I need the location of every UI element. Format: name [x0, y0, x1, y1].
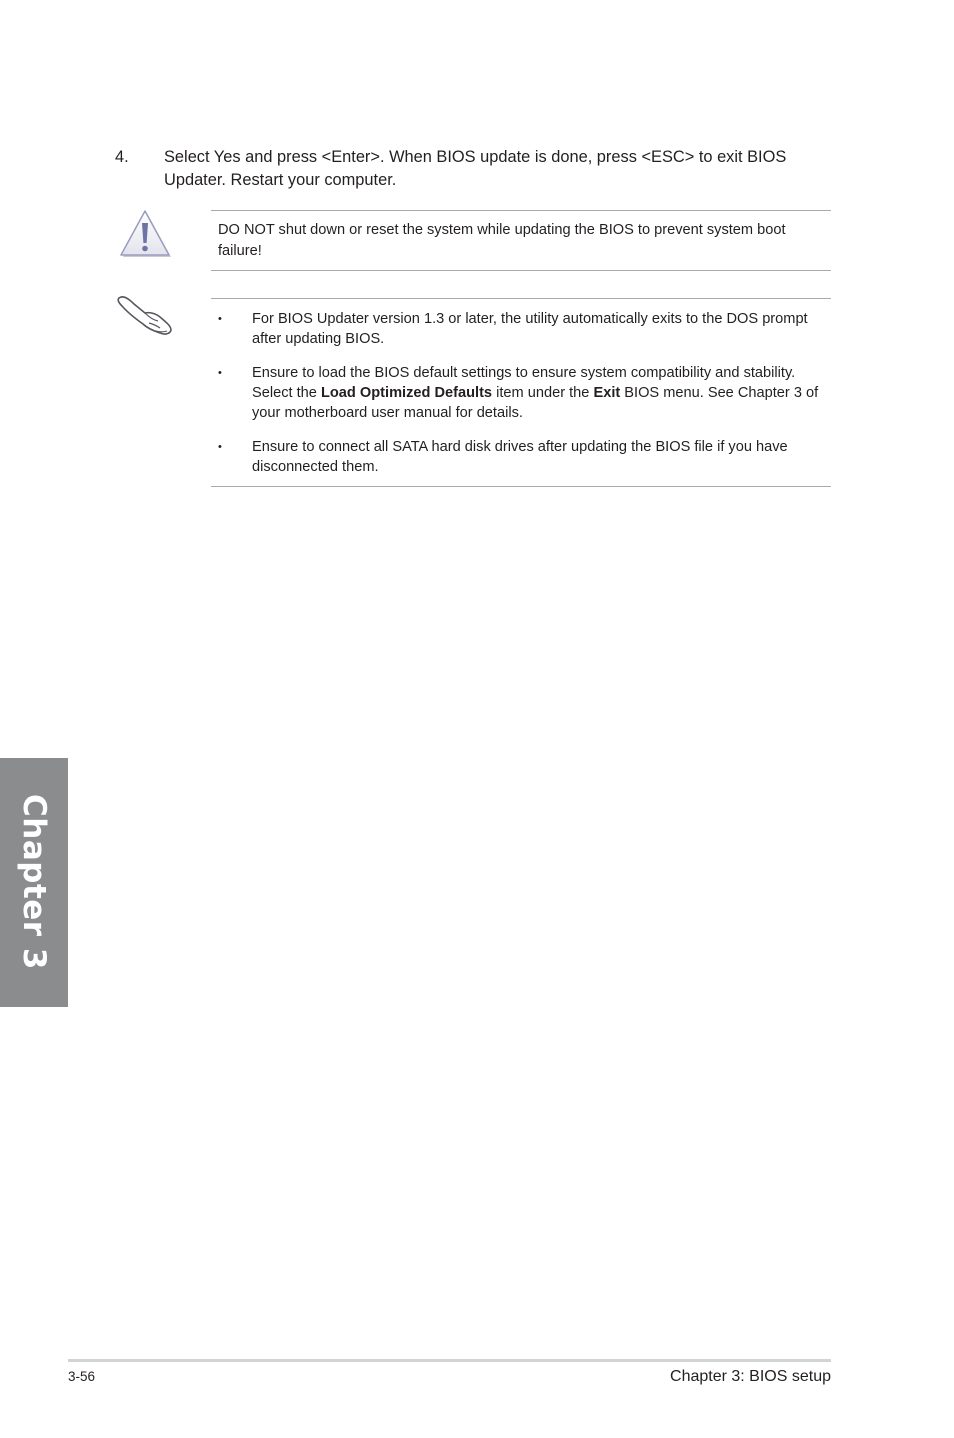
page-number: 3-56: [68, 1369, 96, 1384]
list-item: [211, 309, 831, 349]
list-item: [211, 363, 831, 423]
chapter-tab-label: Chapter 3: [16, 794, 52, 970]
caution-bottom-rule: [211, 270, 831, 271]
bullet: •: [218, 313, 222, 325]
footer-title: Chapter 3: BIOS setup: [670, 1368, 831, 1385]
step-number: 4.: [115, 148, 129, 166]
menu-name: Exit: [593, 385, 621, 401]
note-text: Ensure to load the BIOS default settings to ensure system compatibility and stability. Select the Load Optimized Defaults item under the Exit BIOS menu. See Chapter 3 of your motherboard user manual for details.: [252, 365, 819, 421]
list-item: [211, 437, 831, 477]
caution-text: DO NOT shut down or reset the system while updating the BIOS to prevent system boot failure!: [218, 222, 786, 259]
menu-item-name: Load Optimized Defaults: [320, 385, 493, 401]
chapter-tab: [0, 758, 68, 1007]
bullet: •: [218, 367, 222, 379]
notes-top-rule: [211, 298, 831, 299]
warning-triangle-icon: [117, 207, 173, 259]
footer-rule: [68, 1359, 831, 1362]
pointing-hand-icon: [116, 293, 174, 337]
step-text: Select Yes and press <Enter>. When BIOS update is done, press <ESC> to exit BIOS Updater. Restart your computer.: [164, 148, 787, 189]
note-text: Ensure to connect all SATA hard disk drives after updating the BIOS file if you have disconnected them.: [252, 439, 788, 475]
notes-list: [211, 309, 831, 491]
notes-bottom-rule: [211, 486, 831, 487]
bullet: •: [218, 441, 222, 453]
note-text: For BIOS Updater version 1.3 or later, the utility automatically exits to the DOS prompt after updating BIOS.: [252, 311, 808, 347]
caution-top-rule: [211, 210, 831, 211]
